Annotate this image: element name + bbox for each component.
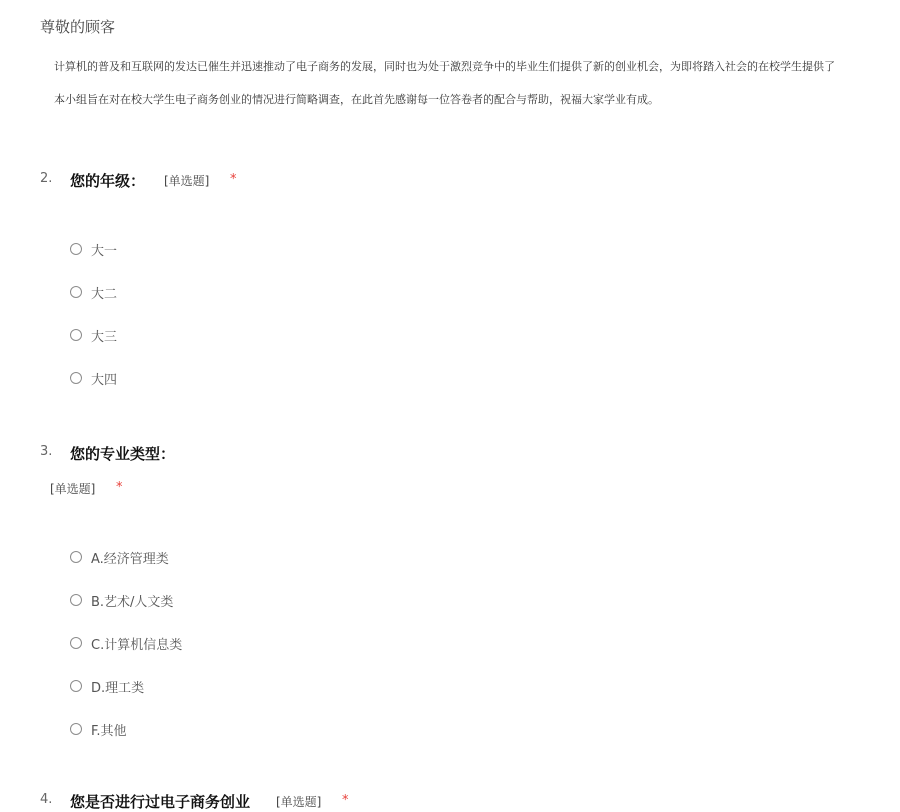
option-label: F.其他 xyxy=(91,723,127,739)
option-label: 大三 xyxy=(91,329,118,345)
question-title: 您的专业类型： xyxy=(70,445,176,463)
option-label: A.经济管理类 xyxy=(91,551,169,567)
option-radio[interactable] xyxy=(70,368,117,388)
option-label: C.计算机信息类 xyxy=(91,637,183,653)
option-radio[interactable] xyxy=(70,633,182,653)
option-radio[interactable] xyxy=(70,239,117,259)
option-radio[interactable] xyxy=(70,282,117,302)
option-radio[interactable] xyxy=(70,676,144,696)
question-number: 4. xyxy=(40,792,53,807)
radio-circle-icon[interactable] xyxy=(70,637,82,649)
option-label: 大一 xyxy=(91,243,118,259)
option-radio[interactable] xyxy=(70,547,169,567)
intro-paragraph-2: 本小组旨在对在校大学生电子商务创业的情况进行简略调查，在此首先感谢每一位答卷者的配合与帮助，祝福大家学业有成。 xyxy=(54,93,659,106)
question-title: 您是否进行过电子商务创业 xyxy=(70,793,251,811)
radio-circle-icon[interactable] xyxy=(70,372,82,384)
question-number: 3. xyxy=(40,444,53,459)
radio-circle-icon[interactable] xyxy=(70,723,82,735)
question-type-label: [单选题] xyxy=(164,174,210,188)
question-title: 您的年级： xyxy=(70,172,146,190)
option-radio[interactable] xyxy=(70,590,173,610)
question-type-label: [单选题] xyxy=(276,795,322,809)
intro-paragraph-1: 计算机的普及和互联网的发达已催生并迅速推动了电子商务的发展，同时也为处于激烈竞争中的毕业生们提供了新的创业机会，为即将踏入社会的在校学生提供了 xyxy=(54,60,835,73)
required-mark: * xyxy=(342,793,349,808)
greeting-heading: 尊敬的顾客 xyxy=(40,18,116,36)
radio-circle-icon[interactable] xyxy=(70,286,82,298)
radio-circle-icon[interactable] xyxy=(70,594,82,606)
question-number: 2. xyxy=(40,171,53,186)
option-label: 大二 xyxy=(91,286,118,302)
required-mark: * xyxy=(116,480,123,495)
option-label: D.理工类 xyxy=(91,680,145,696)
option-label: B.艺术/人文类 xyxy=(91,594,174,610)
required-mark: * xyxy=(230,172,237,187)
radio-circle-icon[interactable] xyxy=(70,551,82,563)
radio-circle-icon[interactable] xyxy=(70,680,82,692)
option-label: 大四 xyxy=(91,372,118,388)
radio-circle-icon[interactable] xyxy=(70,243,82,255)
option-radio[interactable] xyxy=(70,719,127,739)
radio-circle-icon[interactable] xyxy=(70,329,82,341)
question-type-label: [单选题] xyxy=(50,482,96,496)
option-radio[interactable] xyxy=(70,325,117,345)
